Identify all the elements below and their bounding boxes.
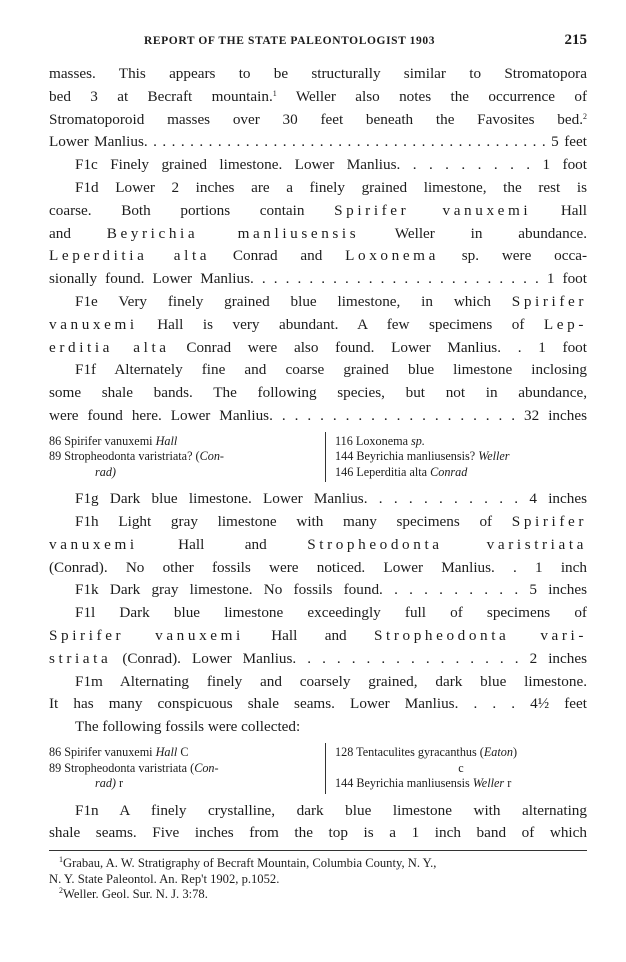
document-page xyxy=(49,32,587,903)
text-line: It has many conspicuous shale seams. Lower Manlius. . . . 4½ feet xyxy=(49,695,587,713)
paragraph-f1e xyxy=(49,291,587,359)
fossil-entry xyxy=(335,776,587,792)
fossil-author: Hall xyxy=(155,433,178,448)
species-name: Lep- xyxy=(543,315,587,333)
text-line: F1k Dark gray limestone. No fossils found. . . . . . . . . . 5 inches xyxy=(75,581,587,599)
fossil-name: 89 Stropheodonta varistriata? ( xyxy=(49,449,200,464)
text-span: bed 3 at Becraft mountain. xyxy=(49,87,273,105)
fossil-name: 116 Loxonema xyxy=(335,433,412,448)
fossil-name: 86 Spirifer vanuxemi xyxy=(49,745,156,760)
text-line xyxy=(49,245,587,268)
text-line: F1c Finely grained limestone. Lower Manlius. . . . . . . . . 1 foot xyxy=(75,156,587,174)
text-line: F1m Alternating finely and coarsely grained, dark blue limestone. xyxy=(75,672,587,690)
species-name: vanuxemi xyxy=(49,315,138,333)
species-name: Spirifer xyxy=(511,292,587,310)
footnote-text: Grabau, A. W. Stratigraphy of Becraft Mountain, Columbia County, N. Y., xyxy=(63,856,437,871)
fossil-column-right xyxy=(325,432,587,483)
fossil-author: Con- xyxy=(194,760,219,775)
footnote-ref: 2 xyxy=(583,111,587,121)
text-line xyxy=(49,291,587,314)
fossil-author: Eaton xyxy=(483,745,513,760)
text-span: Stromatoporoid masses over 30 feet beneath the Favosites bed. xyxy=(49,110,583,128)
text-line: F1d Lower 2 inches are a finely grained limestone, the rest is xyxy=(75,178,587,196)
paragraph-f1c xyxy=(49,154,587,177)
text-span: (Conrad). Lower Manlius. . . . . . . . . . . . . . . . 2 inches xyxy=(111,649,587,667)
text-line: shale seams. Five inches from the top is a 1 inch band of which xyxy=(49,824,587,842)
text-span: coarse. Both portions contain xyxy=(49,201,335,219)
text-line: some shale bands. The following species, but not in abundance, xyxy=(49,384,587,402)
running-title: REPORT OF THE STATE PALEONTOLOGIST 1903 xyxy=(144,35,436,47)
fossil-entry xyxy=(49,434,317,450)
text-line xyxy=(49,648,587,671)
footnote-1-cont: N. Y. State Paleontol. An. Rep't 1902, p.1052. xyxy=(49,871,280,886)
paragraph-f1f xyxy=(49,359,587,427)
fossil-abundance: c xyxy=(458,760,464,775)
text-line: F1l Dark blue limestone exceedingly full of specimens of xyxy=(75,604,587,622)
fossil-entry xyxy=(335,434,587,450)
text-line xyxy=(49,86,587,109)
fossil-abundance: r xyxy=(504,776,512,791)
paragraph-f1l xyxy=(49,602,587,670)
species-name: erditia alta xyxy=(49,338,170,356)
fossil-author: rad) xyxy=(95,464,116,479)
fossil-list-1 xyxy=(49,432,587,483)
paragraph-f1d xyxy=(49,177,587,291)
text-span: Conrad and xyxy=(210,247,346,265)
text-line: F1g Dark blue limestone. Lower Manlius. . . . . . . . . . . 4 inches xyxy=(75,490,587,508)
page-header xyxy=(49,32,587,49)
fossil-entry xyxy=(49,465,317,481)
fossil-abundance: ) xyxy=(512,745,518,760)
species-name: Spirifer xyxy=(511,513,587,531)
paragraph-f1g xyxy=(49,488,587,511)
fossil-entry xyxy=(335,745,587,761)
page-number: 215 xyxy=(564,32,587,48)
fossil-author: sp. xyxy=(411,433,425,448)
text-line xyxy=(49,625,587,648)
text-span: F1h Light gray limestone with many specimens of xyxy=(75,513,512,531)
text-span: Conrad were also found. Lower Manlius. . 1 foot xyxy=(169,338,587,356)
text-line: sionally found. Lower Manlius. . . . . . . . . . . . . . . . . . . . . . . . . 1 foot xyxy=(49,270,587,288)
fossil-entry xyxy=(49,745,317,761)
fossil-list-2 xyxy=(49,743,587,794)
fossil-author: Weller xyxy=(472,776,505,791)
text-span: and xyxy=(49,224,107,242)
paragraph-f1n xyxy=(49,800,587,846)
fossil-name: 144 Beyrichia manliusensis xyxy=(335,776,473,791)
footnote-2 xyxy=(49,887,587,903)
fossil-column-left xyxy=(49,432,325,483)
footnote-text: Weller. Geol. Sur. N. J. 3:78. xyxy=(63,887,208,902)
fossil-entry xyxy=(335,449,587,465)
text-span: Weller in abundance. xyxy=(359,224,587,242)
fossil-entry xyxy=(49,449,317,465)
fossil-name: 128 Tentaculites gyracanthus ( xyxy=(335,745,484,760)
text-line xyxy=(49,534,587,557)
species-name: Loxonema xyxy=(345,247,439,265)
paragraph-continuation xyxy=(49,63,587,154)
paragraph-f1m xyxy=(49,671,587,739)
species-name: Leperditia alta xyxy=(49,247,211,265)
text-line: masses. This appears to be structurally similar to Stromatopora xyxy=(49,65,587,82)
fossil-entry xyxy=(49,776,317,792)
species-name: Spirifer vanuxemi xyxy=(334,201,532,219)
species-name: vanuxemi xyxy=(49,535,138,553)
text-span: Hall is very abundant. A few specimens of xyxy=(137,315,544,333)
text-span: Hall and xyxy=(137,535,308,553)
text-line xyxy=(49,109,587,132)
text-line: F1f Alternately fine and coarse grained blue limestone inclosing xyxy=(75,361,587,379)
text-line xyxy=(49,223,587,246)
species-name: Stropheodonta varistriata xyxy=(307,535,587,553)
fossil-entry xyxy=(49,761,317,777)
fossil-name: 86 Spirifer vanuxemi xyxy=(49,433,156,448)
fossil-author: Con- xyxy=(199,449,224,464)
fossil-abundance: r xyxy=(116,776,124,791)
text-line xyxy=(49,511,587,534)
text-line xyxy=(49,200,587,223)
paragraph-f1k xyxy=(49,579,587,602)
text-line: (Conrad). No other fossils were noticed. Lower Manlius. . 1 inch xyxy=(49,558,587,576)
text-span: Hall and xyxy=(243,627,374,645)
text-line: Lower Manlius. . . . . . . . . . . . . . . . . . . . . . . . . . . . . . . . . . . . . . . . . . . . 5 feet xyxy=(49,133,587,151)
fossil-entry xyxy=(335,761,587,777)
fossil-author: rad) xyxy=(95,776,116,791)
footnote-marker: 1 xyxy=(59,855,63,865)
footnotes xyxy=(49,850,587,903)
text-span: F1e Very finely grained blue limestone, in which xyxy=(75,292,512,310)
text-line xyxy=(49,314,587,337)
text-span: sp. were occa- xyxy=(438,247,587,265)
footnote-marker: 2 xyxy=(59,886,63,896)
fossil-author: Weller xyxy=(478,449,510,464)
text-span: Hall xyxy=(531,201,587,219)
fossil-entry xyxy=(335,465,587,481)
text-line: The following fossils were collected: xyxy=(75,718,301,736)
fossil-name: 89 Stropheodonta varistriata ( xyxy=(49,760,195,775)
text-line: F1n A finely crystalline, dark blue limestone with alternating xyxy=(75,801,587,819)
fossil-author: Conrad xyxy=(430,464,468,479)
footnote-1 xyxy=(49,856,587,872)
text-line xyxy=(49,337,587,360)
species-name: Spirifer vanuxemi xyxy=(49,627,244,645)
footnote-ref: 1 xyxy=(272,88,277,98)
text-span: Weller also notes the occurrence of xyxy=(276,87,587,105)
species-name: Stropheodonta vari- xyxy=(374,627,587,645)
text-line: were found here. Lower Manlius. . . . . . . . . . . . . . . . . . . . 32 inches xyxy=(49,406,587,424)
species-name: Beyrichia manliusensis xyxy=(106,224,360,242)
fossil-abundance: C xyxy=(177,745,189,760)
species-name: striata xyxy=(49,649,112,667)
fossil-name: 146 Leperditia alta xyxy=(335,464,431,479)
fossil-column-left xyxy=(49,743,325,794)
fossil-column-right xyxy=(325,743,587,794)
paragraph-f1h xyxy=(49,511,587,579)
fossil-author: Hall xyxy=(155,745,178,760)
fossil-name: 144 Beyrichia manliusensis? xyxy=(335,449,479,464)
